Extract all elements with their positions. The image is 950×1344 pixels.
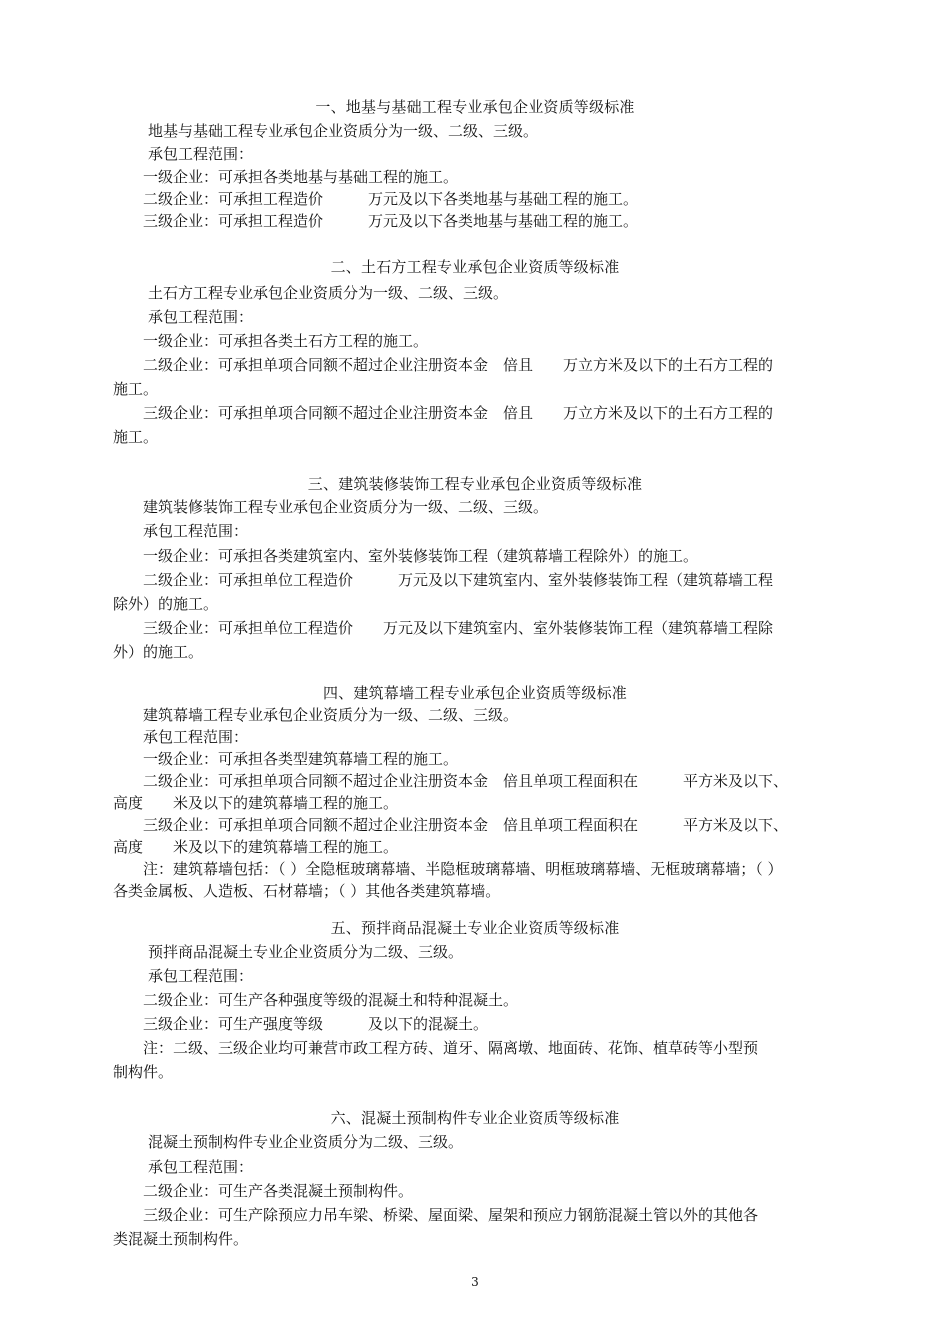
section-6-title: 六、混凝土预制构件专业企业资质等级标准 [330, 1109, 620, 1127]
section-5-note-line-1: 注：二级、三级企业均可兼营市政工程方砖、道牙、隔离墩、地面砖、花饰、植草砖等小型预 [143, 1039, 759, 1057]
section-6-line-3: 二级企业：可生产各类混凝土预制构件。 [143, 1182, 414, 1200]
section-2-line-1: 土石方工程专业承包企业资质分为一级、二级、三级。 [148, 284, 509, 302]
section-6-line-4: 三级企业：可生产除预应力吊车梁、桥梁、屋面梁、屋架和预应力钢筋混凝土管以外的其他各 [143, 1206, 759, 1224]
section-3-line-3: 一级企业：可承担各类建筑室内、室外装修装饰工程（建筑幕墙工程除外）的施工。 [143, 547, 699, 565]
section-4-note-line-2: 各类金属板、人造板、石材幕墙；（ ）其他各类建筑幕墙。 [113, 882, 501, 900]
section-5-line-4: 三级企业：可生产强度等级 及以下的混凝土。 [143, 1015, 489, 1033]
section-4-line-2: 承包工程范围： [143, 728, 249, 746]
section-3-line-2: 承包工程范围： [143, 522, 249, 540]
section-2-title: 二、土石方工程专业承包企业资质等级标准 [330, 258, 620, 276]
section-2-line-7: 施工。 [113, 428, 159, 446]
section-6-line-2: 承包工程范围： [148, 1158, 254, 1176]
section-2-line-4: 二级企业：可承担单项合同额不超过企业注册资本金 倍且 万立方米及以下的土石方工程的 [143, 356, 774, 374]
section-5-note-line-2: 制构件。 [113, 1063, 174, 1081]
page-number: 3 [471, 1275, 479, 1289]
section-2-line-2: 承包工程范围： [148, 308, 254, 326]
section-4-line-5: 高度 米及以下的建筑幕墙工程的施工。 [113, 794, 399, 812]
section-3-title: 三、建筑装修装饰工程专业承包企业资质等级标准 [307, 475, 643, 493]
section-6-line-5: 类混凝土预制构件。 [113, 1230, 249, 1248]
section-2-line-6: 三级企业：可承担单项合同额不超过企业注册资本金 倍且 万立方米及以下的土石方工程的 [143, 404, 774, 422]
section-4-note-line-1: 注：建筑幕墙包括：（ ）全隐框玻璃幕墙、半隐框玻璃幕墙、明框玻璃幕墙、无框玻璃幕墙；（ ） [143, 860, 783, 878]
section-1-title: 一、地基与基础工程专业承包企业资质等级标准 [315, 98, 635, 116]
section-3-line-7: 外）的施工。 [113, 643, 204, 661]
section-3-line-6: 三级企业：可承担单位工程造价 万元及以下建筑室内、室外装修装饰工程（建筑幕墙工程除 [143, 619, 774, 637]
section-5-line-3: 二级企业：可生产各种强度等级的混凝土和特种混凝土。 [143, 991, 519, 1009]
section-2-line-3: 一级企业：可承担各类土石方工程的施工。 [143, 332, 429, 350]
section-1-line-4: 二级企业：可承担工程造价 万元及以下各类地基与基础工程的施工。 [143, 190, 639, 208]
section-4-line-7: 高度 米及以下的建筑幕墙工程的施工。 [113, 838, 399, 856]
section-5-title: 五、预拌商品混凝土专业企业资质等级标准 [330, 919, 620, 937]
section-2-line-5: 施工。 [113, 380, 159, 398]
section-6-line-1: 混凝土预制构件专业企业资质分为二级、三级。 [148, 1133, 464, 1151]
section-1-line-5: 三级企业：可承担工程造价 万元及以下各类地基与基础工程的施工。 [143, 212, 639, 230]
section-5-line-1: 预拌商品混凝土专业企业资质分为二级、三级。 [148, 943, 464, 961]
section-3-line-5: 除外）的施工。 [113, 595, 219, 613]
section-4-line-3: 一级企业：可承担各类型建筑幕墙工程的施工。 [143, 750, 459, 768]
section-1-line-2: 承包工程范围： [148, 145, 254, 163]
section-4-line-4: 二级企业：可承担单项合同额不超过企业注册资本金 倍且单项工程面积在 平方米及以下、 [143, 772, 789, 790]
section-1-line-3: 一级企业：可承担各类地基与基础工程的施工。 [143, 168, 459, 186]
section-5-line-2: 承包工程范围： [148, 967, 254, 985]
section-4-line-6: 三级企业：可承担单项合同额不超过企业注册资本金 倍且单项工程面积在 平方米及以下、 [143, 816, 789, 834]
section-4-line-1: 建筑幕墙工程专业承包企业资质分为一级、二级、三级。 [143, 706, 519, 724]
section-3-line-1: 建筑装修装饰工程专业承包企业资质分为一级、二级、三级。 [143, 498, 549, 516]
section-3-line-4: 二级企业：可承担单位工程造价 万元及以下建筑室内、室外装修装饰工程（建筑幕墙工程 [143, 571, 774, 589]
section-4-title: 四、建筑幕墙工程专业承包企业资质等级标准 [322, 684, 627, 702]
section-1-line-1: 地基与基础工程专业承包企业资质分为一级、二级、三级。 [148, 122, 539, 140]
